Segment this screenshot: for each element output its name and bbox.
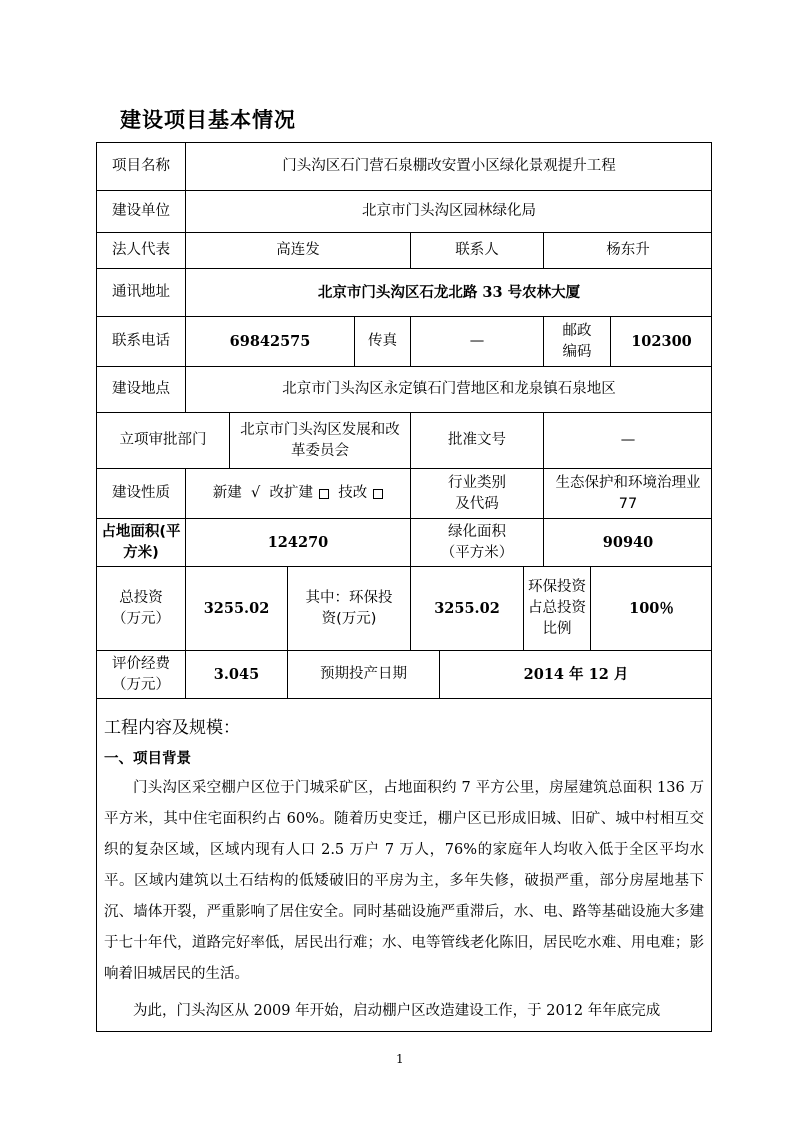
address-value: 北京市门头沟区石龙北路 33 号农林大厦 <box>186 269 712 317</box>
env-ratio-value: 100％ <box>591 567 712 651</box>
tech-checkbox-icon <box>373 489 383 499</box>
approval-dept-label: 立项审批部门 <box>97 413 230 469</box>
total-investment-value: 3255.02 <box>186 567 288 651</box>
post-code-label: 邮政编码 <box>544 317 611 367</box>
nature-expand-text: 改扩建 <box>269 485 313 501</box>
phone-value: 69842575 <box>186 317 355 367</box>
green-area-value: 90940 <box>544 519 712 567</box>
env-investment-label: 其中：环保投资(万元) <box>288 567 411 651</box>
page-title: 建设项目基本情况 <box>120 108 296 132</box>
production-date-value: 2014 年 12 月 <box>440 651 712 699</box>
post-code-value: 102300 <box>611 317 712 367</box>
location-value: 北京市门头沟区永定镇石门营地区和龙泉镇石泉地区 <box>186 367 712 413</box>
env-ratio-label: 环保投资占总投资比例 <box>524 567 591 651</box>
nature-new-text: 新建 <box>212 485 242 501</box>
address-label: 通讯地址 <box>97 269 186 317</box>
approval-dept-value: 北京市门头沟区发展和改革委员会 <box>230 413 411 469</box>
approval-doc-value: — <box>544 413 712 469</box>
legal-rep-label: 法人代表 <box>97 233 186 269</box>
land-area-label: 占地面积(平方米) <box>97 519 186 567</box>
page-number: 1 <box>396 1052 404 1066</box>
paragraph: 门头沟区采空棚户区位于门城采矿区，占地面积约 7 平方公里，房屋建筑总面积 136 万平方米，其中住宅面积约占 60%。随着历史变迁，棚户区已形成旧城、旧矿、城中村相互交织的复杂区域，区域内现有人口 2.5 万户 7 万人，76%的家庭年人均收入低于全区平均水平。区域内建筑以土石结构的低矮破旧的平房为主，多年失修，破损严重，部分房屋地基下沉、墙体开裂，严重影响了居住安全。同时基础设施严重滞后，水、电、路等基础设施大多建于七十年代，道路完好率低，居民出行难；水、电等管线老化陈旧，居民吃水难、用电难；影响着旧城居民的生活。 <box>104 780 704 982</box>
evaluation-fee-label: 评价经费（万元） <box>97 651 186 699</box>
nature-options <box>186 469 411 519</box>
legal-rep-value: 高连发 <box>186 233 411 269</box>
nature-label: 建设性质 <box>97 469 186 519</box>
approval-doc-label: 批准文号 <box>411 413 544 469</box>
project-name-label: 项目名称 <box>97 143 186 191</box>
sub-heading: 一、项目背景 <box>104 751 191 767</box>
fax-label: 传真 <box>355 317 411 367</box>
env-investment-value: 3255.02 <box>411 567 524 651</box>
contact-value: 杨东升 <box>544 233 712 269</box>
phone-label: 联系电话 <box>97 317 186 367</box>
nature-tech-text: 技改 <box>338 485 368 501</box>
industry-label: 行业类别及代码 <box>411 469 544 519</box>
fax-value: — <box>411 317 544 367</box>
builder-value: 北京市门头沟区园林绿化局 <box>186 191 712 233</box>
evaluation-fee-value: 3.045 <box>186 651 288 699</box>
expand-checkbox-icon <box>319 489 329 499</box>
builder-label: 建设单位 <box>97 191 186 233</box>
project-name-value: 门头沟区石门营石泉棚改安置小区绿化景观提升工程 <box>186 143 712 191</box>
paragraph: 为此，门头沟区从 2009 年开始，启动棚户区改造建设工作，于 2012 年年底完成 <box>133 1003 661 1019</box>
land-area-value: 124270 <box>186 519 411 567</box>
location-label: 建设地点 <box>97 367 186 413</box>
total-investment-label: 总投资（万元） <box>97 567 186 651</box>
production-date-label: 预期投产日期 <box>288 651 440 699</box>
contact-label: 联系人 <box>411 233 544 269</box>
green-area-label: 绿化面积（平方米） <box>411 519 544 567</box>
nature-check-mark: √ <box>251 485 261 501</box>
section-heading: 工程内容及规模： <box>104 718 240 738</box>
industry-value: 生态保护和环境治理业 77 <box>544 469 712 519</box>
